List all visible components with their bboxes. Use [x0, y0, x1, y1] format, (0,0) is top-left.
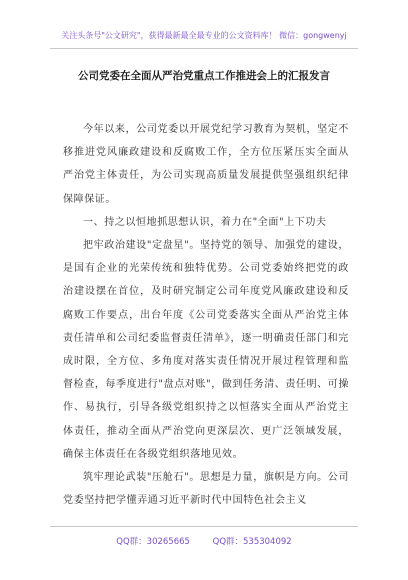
document-body [63, 118, 349, 512]
footer [0, 535, 408, 547]
paragraph-intro: 今年以来，公司党委以开展党纪学习教育为契机，坚定不移推进党风廉政建设和反腐败工作，全方位压紧压实全面从严治党主体责任，为公司实现高质量发展提供坚强组织纪律保障保证。 [63, 124, 349, 205]
paragraph-theory-armament: 筑牢理论武装"压舱石"。思想是力量，旗帜是方向。公司党委坚持把学懂弄通习近平新时代中国特色社会主义 [63, 472, 349, 507]
document-title: 公司党委在全面从严治党重点工作推进会上的汇报发言 [78, 70, 330, 82]
footer-divider [50, 526, 358, 527]
paragraph-political-building: 把牢政治建设"定盘星"。坚持党的领导、加强党的建设，是国有企业的光荣传统和独特优势。公司党委始终把党的政治建设摆在首位，及时研究制定公司年度党风廉政建设和反腐败工作要点，出台年度《公司党委落实全面从严治党主体责任清单和公司纪委监督责任清单》，逐一明确责任部门和完成时限，全方位、多角度对落实责任情况开展过程管理和监督检查，每季度进行"盘点对账"，做到任务清、责任明、可操作、易执行，引导各级党组织持之以恒落实全面从严治党主体责任，推动全面从严治党向更深层次、更广泛领域发展，确保主体责任在各级党组织落地见效。 [63, 240, 349, 460]
footer-qq-group-2: QQ群：535304092 [212, 537, 292, 547]
footer-qq-group-1: QQ群：30265665 [116, 537, 190, 547]
header-banner: 关注头条号"公文研究"，获得最新最全最专业的公文资料库！ 微信：gongwenyj [61, 31, 347, 40]
header-divider [50, 48, 358, 49]
section-heading-1: 一、持之以恒地抓思想认识，着力在"全面"上下功夫 [83, 216, 327, 228]
